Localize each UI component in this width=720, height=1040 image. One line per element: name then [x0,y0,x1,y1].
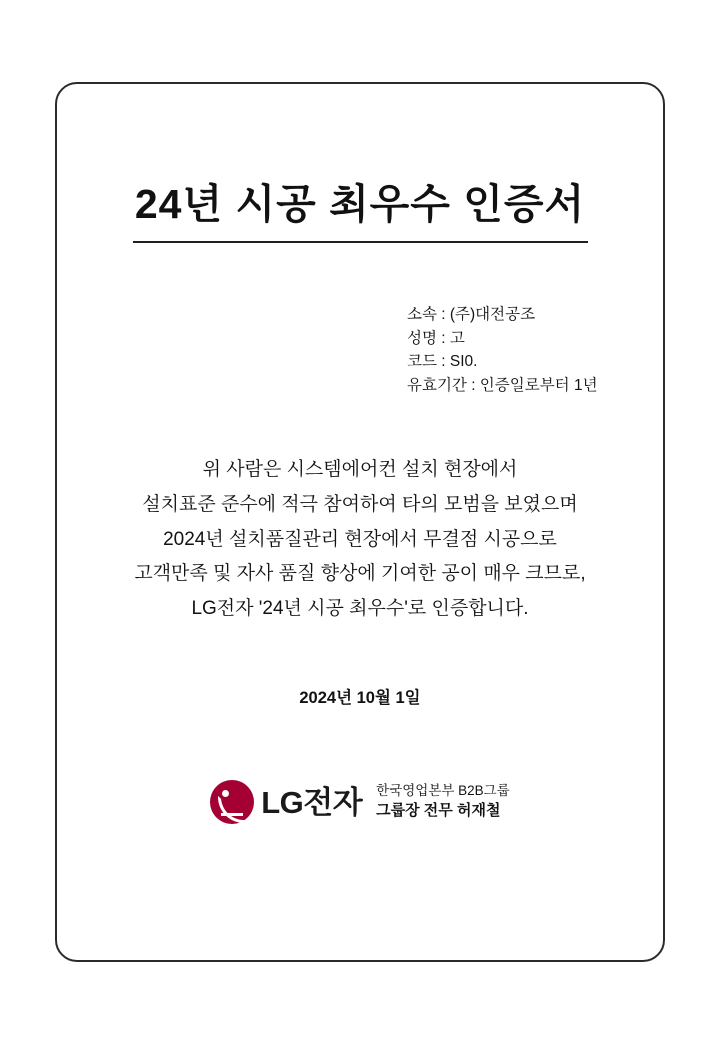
body-line-1: 위 사람은 시스템에어컨 설치 현장에서 [202,459,518,481]
body-line-5: LG전자 '24년 시공 최우수'로 인증합니다. [191,597,529,619]
recipient-code: 코드 : SI0. [407,353,478,371]
recipient-affiliation: 소속 : (주)대전공조 [407,306,536,324]
issue-date: 2024년 10월 1일 [299,689,421,708]
certificate-content [55,82,665,962]
signer-info [376,781,510,824]
lg-life-is-good-face-icon [210,780,254,824]
body-line-4: 고객만족 및 자사 품질 향상에 기여한 공이 매우 크므로, [134,563,586,585]
signer-organization: 한국영업본부 B2B그룹 [376,782,510,798]
certificate-body-text [101,453,619,626]
recipient-info-block [101,303,619,397]
lg-logo [210,780,362,824]
signature-block [210,780,510,824]
body-line-2: 설치표준 준수에 적극 참여하여 타의 모범을 보였으며 [142,493,578,515]
title-underline-divider [133,241,588,243]
signer-title-name: 그룹장 전무 허재철 [376,802,501,820]
body-line-3: 2024년 설치품질관리 현장에서 무결점 시공으로 [163,528,557,550]
recipient-name: 성명 : 고 [407,329,465,347]
recipient-validity: 유효기간 : 인증일로부터 1년 [407,376,598,394]
page-title: 24년 시공 최우수 인증서 [134,181,586,227]
lg-wordmark: LG전자 [261,784,363,820]
